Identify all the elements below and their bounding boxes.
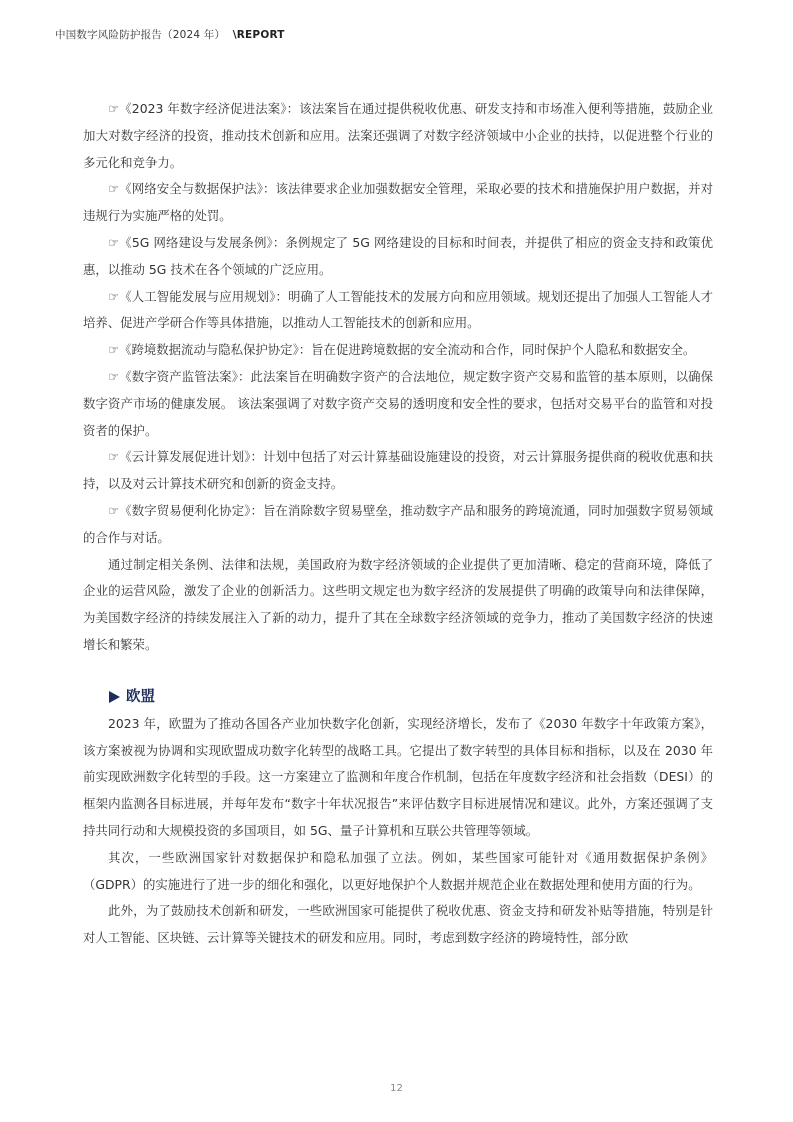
page-number: 12 (390, 1083, 403, 1094)
main-content (83, 96, 713, 952)
paragraph-law-cloud: ☞《云计算发展促进计划》：计划中包括了对云计算基础设施建设的投资，对云计算服务提供商的税收优惠和扶持，以及对云计算技术研究和创新的资金支持。 (83, 449, 713, 492)
paragraph-law-cybersecurity: ☞《网络安全与数据保护法》：该法律要求企业加强数据安全管理，采取必要的技术和措施保护用户数据，并对违规行为实施严格的处罚。 (83, 181, 713, 224)
header-separator: \ (232, 29, 237, 41)
paragraph-law-digital-economy: ☞《2023 年数字经济促进法案》：该法案旨在通过提供税收优惠、研发支持和市场准入便利等措施，鼓励企业加大对数字经济的投资，推动技术创新和应用。法案还强调了对数字经济领域中小企业的扶持，以促进整个行业的多元化和竞争力。 (83, 101, 713, 170)
paragraph-law-5g: ☞《5G 网络建设与发展条例》：条例规定了 5G 网络建设的目标和时间表，并提供了相应的资金支持和政策优惠，以推动 5G 技术在各个领域的广泛应用。 (83, 234, 713, 277)
header-title: 中国数字风险防护报告（2024 年） (55, 29, 226, 41)
paragraph-us-summary: 通过制定相关条例、法律和法规，美国政府为数字经济领域的企业提供了更加清晰、稳定的营商环境，降低了企业的运营风险，激发了企业的创新活力。这些明文规定也为数字经济的发展提供了明确的政策导向和法律保障，为美国数字经济的持续发展注入了新的动力，提升了其在全球数字经济领域的竞争力，推动了美国数字经济的快速增长和繁荣。 (83, 556, 713, 652)
paragraph-law-ai: ☞《人工智能发展与应用规划》：明确了人工智能技术的发展方向和应用领域。规划还提出了加强人工智能人才培养、促进产学研合作等具体措施，以推动人工智能技术的创新和应用。 (83, 288, 713, 331)
page-header (55, 27, 285, 42)
section-heading-eu (109, 687, 713, 707)
paragraph-eu-digital-decade: 2023 年，欧盟为了推动各国各产业加快数字化创新，实现经济增长，发布了《2030 年数字十年政策方案》，该方案被视为协调和实现欧盟成功数字化转型的战略工具。它提出了数字转型的具体目标和指标，以及在 2030 年前实现欧洲数字化转型的手段。这一方案建立了监测和年度合作机制，包括在年度数字经济和社会指数（DESI）的框架内监测各目标进展，并每年发布“数字十年状况报告”来评估数字目标进展情况和建议。此外，方案还强调了支持共同行动和大规模投资的多国项目，如 5G、量子计算机和互联公共管理等领域。 (83, 715, 713, 838)
paragraph-law-cross-border-data: ☞《跨境数据流动与隐私保护协定》：旨在促进跨境数据的安全流动和合作，同时保护个人隐私和数据安全。 (108, 342, 696, 358)
triangle-bullet-icon (109, 691, 120, 703)
paragraph-law-digital-assets: ☞《数字资产监管法案》：此法案旨在明确数字资产的合法地位，规定数字资产交易和监管的基本原则，以确保数字资产市场的健康发展。 该法案强调了对数字资产交易的透明度和安全性的要求，包括对交易平台的监管和对投资者的保护。 (83, 368, 713, 438)
section-heading-eu-label: 欧盟 (126, 688, 155, 705)
header-report-label: REPORT (236, 29, 285, 41)
paragraph-eu-innovation: 此外，为了鼓励技术创新和研发，一些欧洲国家可能提供了税收优惠、资金支持和研发补贴等措施，特别是针对人工智能、区块链、云计算等关键技术的研发和应用。同时，考虑到数字经济的跨境特性，部分欧 (83, 903, 713, 946)
paragraph-eu-data-protection: 其次，一些欧洲国家针对数据保护和隐私加强了立法。例如，某些国家可能针对《通用数据保护条例》（GDPR）的实施进行了进一步的细化和强化，以更好地保护个人数据并规范企业在数据处理和使用方面的行为。 (83, 849, 713, 892)
paragraph-law-digital-trade: ☞《数字贸易便利化协定》：旨在消除数字贸易壁垒，推动数字产品和服务的跨境流通，同时加强数字贸易领域的合作与对话。 (83, 502, 713, 545)
